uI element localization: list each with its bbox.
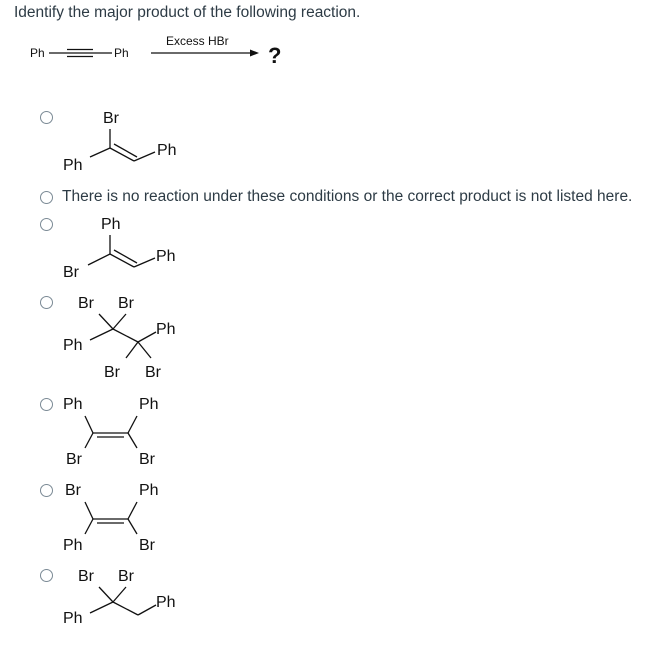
option-f-label-tr: Ph [139, 482, 159, 499]
option-d-label-left: Ph [63, 337, 83, 354]
option-e-label-br: Br [139, 451, 155, 468]
option-c-radio[interactable] [40, 218, 53, 231]
option-f-label-br: Br [139, 537, 155, 554]
option-c-structure[interactable] [55, 207, 215, 287]
option-a-label-right: Ph [157, 142, 177, 159]
reagent-label: Excess HBr [166, 34, 229, 48]
option-g-label-br2: Br [118, 568, 134, 585]
option-d-label-br1: Br [78, 295, 94, 312]
option-f-label-bl: Ph [63, 537, 83, 554]
arrow-head-icon [250, 50, 259, 57]
option-c-label-left: Br [63, 264, 79, 281]
option-g-label-left: Ph [63, 610, 83, 627]
option-d-structure[interactable] [55, 288, 215, 388]
option-d-label-br2: Br [118, 295, 134, 312]
option-d-label-br4: Br [145, 364, 161, 381]
reaction-scheme [0, 30, 320, 74]
option-d-radio[interactable] [40, 296, 53, 309]
option-a-label-left: Ph [63, 157, 83, 174]
option-b-text[interactable]: There is no reaction under these conditions or the correct product is not listed here. [62, 188, 633, 205]
option-g-label-br1: Br [78, 568, 94, 585]
product-unknown: ? [268, 43, 282, 68]
option-f-radio[interactable] [40, 484, 53, 497]
option-e-label-tr: Ph [139, 396, 159, 413]
option-e-label-bl: Br [66, 451, 82, 468]
option-d-label-right: Ph [156, 321, 176, 338]
option-f-structure[interactable] [55, 474, 215, 554]
option-c-label-top: Ph [101, 216, 121, 233]
option-a-structure[interactable] [55, 100, 215, 180]
option-e-radio[interactable] [40, 398, 53, 411]
option-a-radio[interactable] [40, 111, 53, 124]
question-prompt: Identify the major product of the following reaction. [14, 4, 361, 21]
option-b-radio[interactable] [40, 191, 53, 204]
option-g-structure[interactable] [55, 560, 215, 635]
option-f-label-tl: Br [65, 482, 81, 499]
option-g-label-right: Ph [156, 594, 176, 611]
option-g-radio[interactable] [40, 569, 53, 582]
option-a-label-top: Br [103, 110, 119, 127]
reactant-right-label: Ph [114, 46, 129, 60]
option-c-label-right: Ph [156, 248, 176, 265]
reactant-left-label: Ph [30, 46, 45, 60]
option-e-label-tl: Ph [63, 396, 83, 413]
option-d-label-br3: Br [104, 364, 120, 381]
option-e-structure[interactable] [55, 388, 215, 468]
